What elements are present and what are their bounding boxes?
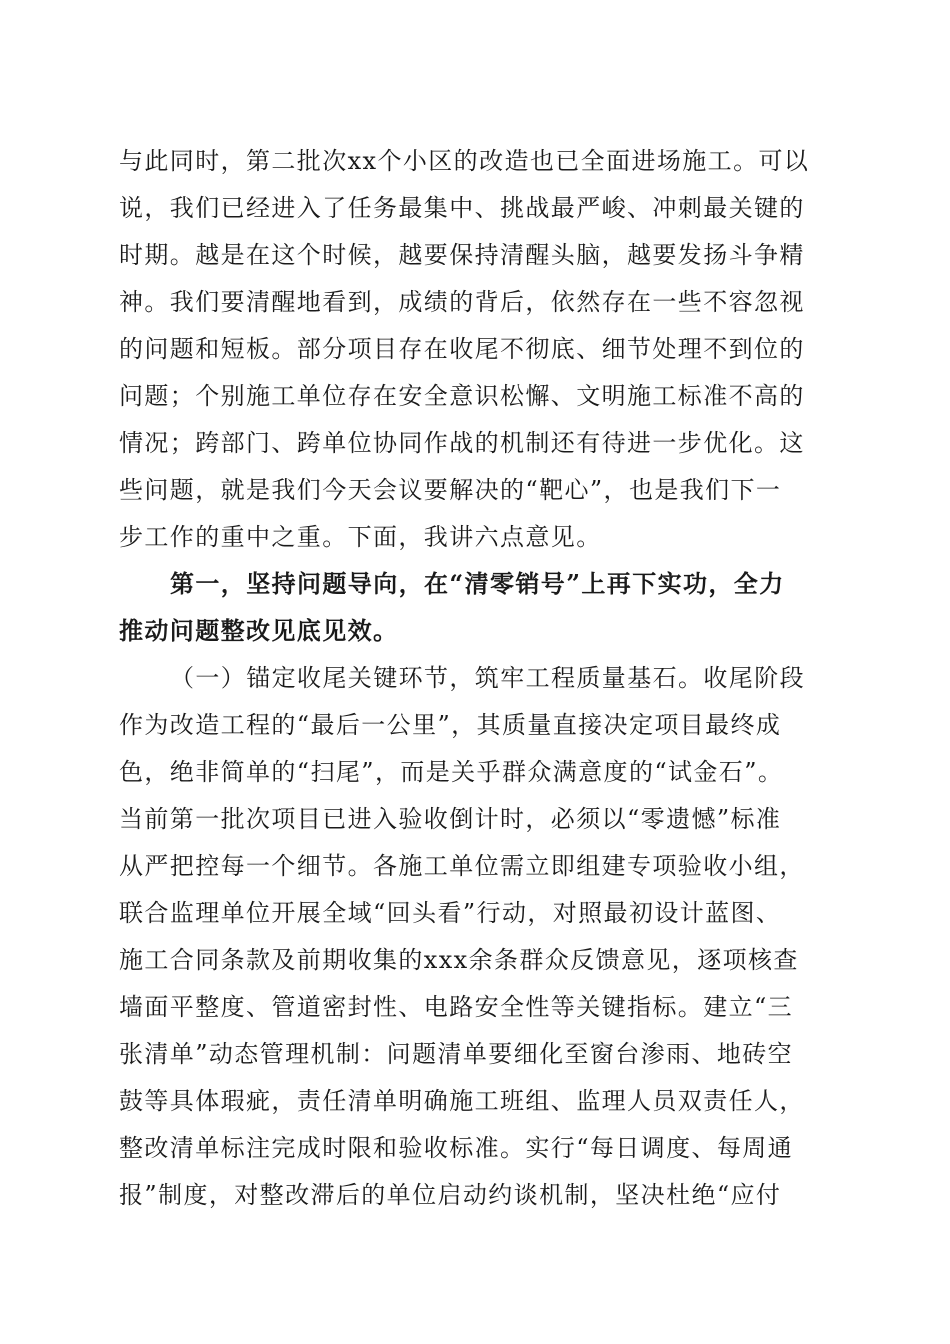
body-text-line: 些问题，就是我们今天会议要解决的“靶心”，也是我们下一 bbox=[119, 476, 782, 504]
section-heading-line: 第一，坚持问题导向，在“清零销号”上再下实功，全力 bbox=[170, 569, 785, 598]
body-text-line: 步工作的重中之重。下面，我讲六点意见。 bbox=[119, 523, 602, 551]
body-text-line: 说，我们已经进入了任务最集中、挑战最严峻、冲刺最关键的 bbox=[119, 194, 805, 222]
subsection-text-line: （一）锚定收尾关键环节，筑牢工程质量基石。收尾阶段 bbox=[170, 664, 805, 692]
body-text-line: 施工合同条款及前期收集的xxx余条群众反馈意见，逐项核查 bbox=[119, 946, 799, 974]
body-text-line: 作为改造工程的“最后一公里”，其质量直接决定项目最终成 bbox=[119, 711, 782, 739]
body-text-line: 当前第一批次项目已进入验收倒计时，必须以“零遗憾”标准 bbox=[119, 805, 782, 833]
body-text-line: 联合监理单位开展全域“回头看”行动，对照最初设计蓝图、 bbox=[119, 899, 782, 927]
body-text-line: 整改清单标注完成时限和验收标准。实行“每日调度、每周通 bbox=[119, 1134, 794, 1162]
body-text-line: 从严把控每一个细节。各施工单位需立即组建专项验收小组， bbox=[119, 852, 805, 880]
body-text-line: 墙面平整度、管道密封性、电路安全性等关键指标。建立“三 bbox=[119, 993, 794, 1021]
body-text-line: 情况；跨部门、跨单位协同作战的机制还有待进一步优化。这 bbox=[119, 429, 805, 457]
body-text-line: 神。我们要清醒地看到，成绩的背后，依然存在一些不容忽视 bbox=[119, 288, 805, 316]
section-heading-line: 推动问题整改见底见效。 bbox=[119, 616, 399, 645]
body-text-line: 与此同时，第二批次xx个小区的改造也已全面进场施工。可以 bbox=[119, 147, 810, 175]
body-text-line: 时期。越是在这个时候，越要保持清醒头脑，越要发扬斗争精 bbox=[119, 241, 805, 269]
body-text-line: 报”制度，对整改滞后的单位启动约谈机制，坚决杜绝“应付 bbox=[119, 1181, 782, 1209]
body-text-line: 问题；个别施工单位存在安全意识松懈、文明施工标准不高的 bbox=[119, 382, 805, 410]
body-text-line: 张清单”动态管理机制：问题清单要细化至窗台渗雨、地砖空 bbox=[119, 1040, 794, 1068]
body-text-line: 的问题和短板。部分项目存在收尾不彻底、细节处理不到位的 bbox=[119, 335, 805, 363]
body-text-line: 鼓等具体瑕疵，责任清单明确施工班组、监理人员双责任人， bbox=[119, 1087, 805, 1115]
body-text-line: 色，绝非简单的“扫尾”，而是关乎群众满意度的“试金石”。 bbox=[119, 758, 784, 786]
